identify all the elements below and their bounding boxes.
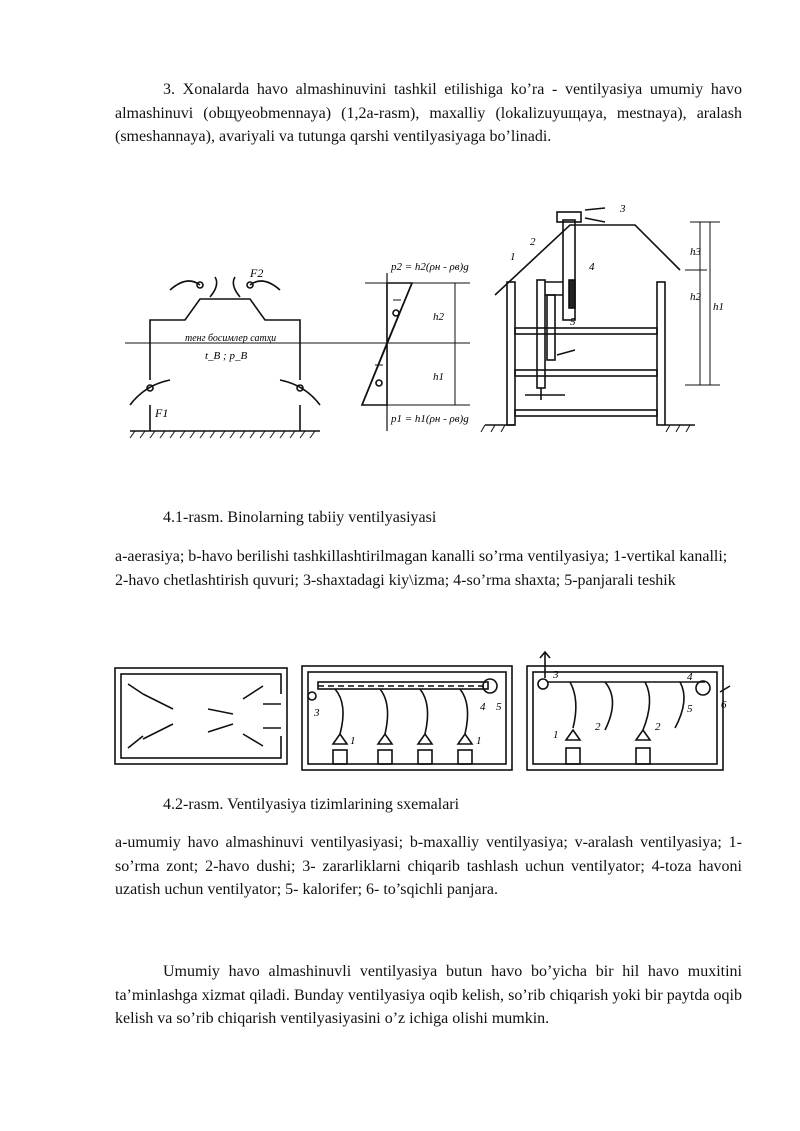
label-n5-mixed: 5 xyxy=(687,703,693,715)
figure2-caption: 4.2-rasm. Ventilyasiya tizimlarining sxemalari xyxy=(163,796,460,813)
paragraph-ventilation-types: 3. Xonalarda havo almashinuvini tashkil etilishiga ko’ra - ventilyasiya umumiy havo almashinuvi (obщyeobmennaya) (1,2a-rasm), maxalliy (lokalizuyuщaya, mestnaya), aralash (smeshannaya), avariyali va tutunga qarshi ventilyasiyaga bo’linadi. xyxy=(115,81,742,145)
label-f1: F1 xyxy=(155,406,169,420)
label-n1-local: 1 xyxy=(350,735,356,747)
label-n5-b: 5 xyxy=(570,316,576,328)
paragraph-general-ventilation: Umumiy havo almashinuvli ventilyasiya butun havo bo’yicha bir hil havo muxitini ta’minlashga xizmat qiladi. Bunday ventilyasiya oqib kelish, so’rib chiqarish yoki bir paytda oqib kelish va so’rib chiqarish ventilyasiyasini o’z ichiga olishi mumkin. xyxy=(115,963,742,1027)
aeration-diagram xyxy=(125,255,485,440)
label-n3-mixed: 3 xyxy=(553,669,559,681)
label-n4-mixed: 4 xyxy=(687,671,693,683)
label-n1-b: 1 xyxy=(510,251,516,263)
label-n2-b: 2 xyxy=(530,236,536,248)
scheme-mixed-ventilation xyxy=(525,650,730,775)
label-h3: h3 xyxy=(690,246,701,258)
label-n5-local: 5 xyxy=(496,701,502,713)
label-n4-local: 4 xyxy=(480,701,486,713)
label-n3-b: 3 xyxy=(620,203,626,215)
duct-ventilation-diagram xyxy=(485,200,725,455)
label-h2-b: h2 xyxy=(690,291,701,303)
label-h2-a: h2 xyxy=(433,311,444,323)
label-f2: F2 xyxy=(250,266,264,280)
label-temperature: t_B ; p_B xyxy=(205,350,248,362)
label-p1-formula: p1 = h1(ρн - ρв)g xyxy=(391,413,469,425)
label-h1-b: h1 xyxy=(713,301,724,313)
label-n6-mixed: 6 xyxy=(721,699,727,711)
scheme-local-ventilation xyxy=(300,664,515,774)
label-n2-mixed: 2 xyxy=(595,721,601,733)
scheme-general-exchange xyxy=(113,664,293,774)
figure1-caption: 4.1-rasm. Binolarning tabiiy ventilyasiyasi xyxy=(163,509,437,526)
figure2-legend: a-umumiy havo almashinuvi ventilyasiyasi; b-maxalliy ventilyasiya; v-aralash ventilyasiya; 1-so’rma zont; 2-havo dushi; 3- zararliklarni chiqarib tashlash uchun ventilyator; 4-toza havoni uzatish uchun ventilyator; 5- kalorifer; 6- to’sqichli panjara. xyxy=(115,834,742,898)
figure1-legend: a-aerasiya; b-havo berilishi tashkillashtirilmagan kanalli so’rma ventilyasiya; 1-vertikal kanalli; 2-havo chetlashtirish quvuri; 3-shaxtadagi kiy\izma; 4-so’rma shaxta; 5-panjarali teshik xyxy=(115,548,728,589)
label-n1-local-b: 1 xyxy=(476,735,482,747)
label-n3-local: 3 xyxy=(314,707,320,719)
label-neutral-plane: тенг босимлер сатҳи xyxy=(185,333,277,344)
label-n4-b: 4 xyxy=(589,261,595,273)
label-p2-formula: p2 = h2(ρн - ρв)g xyxy=(391,261,469,273)
label-h1-a: h1 xyxy=(433,371,444,383)
label-n1-mixed: 1 xyxy=(553,729,559,741)
label-n2-mixed-b: 2 xyxy=(655,721,661,733)
